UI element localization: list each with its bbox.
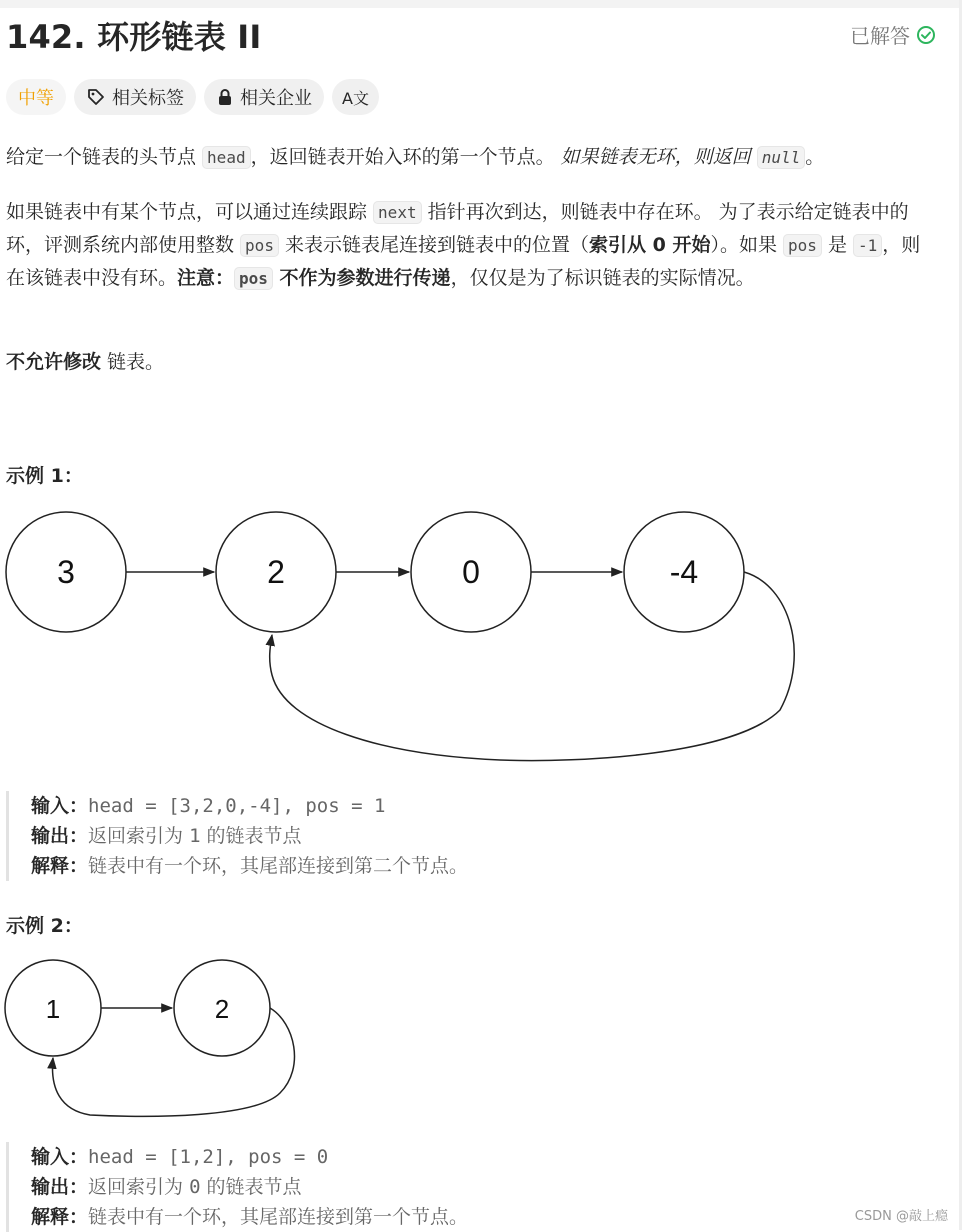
problem-title: 142. 环形链表 II (6, 18, 262, 56)
text: 给定一个链表的头节点 (6, 146, 203, 168)
code-head: head (202, 146, 251, 169)
text: ）。如果 (710, 234, 783, 256)
bold-text: 不允许修改 (6, 351, 102, 373)
text: 指针再次到达，则链表中存在环。 为了表示给定链表中的环，评测系统内部使用整数 (6, 201, 909, 256)
tag-bar (6, 79, 379, 115)
text: 如果链表中有某个节点，可以通过连续跟踪 (6, 201, 374, 223)
input-label: 输入： (31, 1146, 89, 1168)
code-null: null (757, 146, 806, 169)
text: 。 (805, 146, 825, 168)
input-value: head = [1,2], pos = 0 (88, 1146, 329, 1168)
list-node (5, 960, 101, 1056)
explain-value: 链表中有一个环，其尾部连接到第二个节点。 (88, 855, 469, 877)
text: 链表。 (101, 351, 165, 373)
input-line (31, 1142, 468, 1172)
solved-status (850, 20, 936, 49)
output-label: 输出： (31, 1176, 89, 1198)
code-neg-one: -1 (853, 234, 882, 257)
tag-icon (86, 87, 106, 107)
text: ，返回链表开始入环的第一个节点。 (250, 146, 555, 168)
related-topics-button[interactable] (74, 79, 196, 115)
translate-icon: A文 (342, 88, 369, 108)
input-value: head = [3,2,0,-4], pos = 1 (88, 795, 386, 817)
list-node (411, 512, 531, 632)
example-2-title: 示例 2： (6, 915, 83, 937)
example-1-io (6, 791, 468, 881)
input-line (31, 791, 468, 821)
check-circle-icon (916, 25, 936, 45)
explain-line (31, 1202, 468, 1232)
output-label: 输出： (31, 825, 89, 847)
node-value: 3 (57, 554, 75, 590)
example-1-title: 示例 1： (6, 465, 83, 487)
text: ，则在该链表中没有环。 (6, 234, 921, 289)
related-companies-label: 相关企业 (240, 88, 312, 109)
difficulty-label: 中等 (18, 88, 54, 109)
note-label: 注意： (177, 267, 235, 289)
description-paragraph-3 (6, 346, 936, 378)
bold-text: 索引从 0 开始 (589, 234, 711, 256)
code-pos: pos (783, 234, 822, 257)
description-paragraph-2 (6, 196, 936, 295)
top-strip (0, 0, 962, 8)
related-companies-button[interactable] (204, 79, 324, 115)
text: 来表示链表尾连接到链表中的位置（ (278, 234, 589, 256)
output-line (31, 821, 468, 851)
code-pos: pos (240, 234, 279, 257)
explain-label: 解释： (31, 1206, 89, 1228)
node-value: 1 (45, 994, 61, 1024)
node-value: -4 (669, 554, 699, 590)
difficulty-badge[interactable] (6, 79, 66, 115)
list-node (624, 512, 744, 632)
output-text: 的链表节点 (200, 1176, 302, 1198)
node-value: 2 (214, 994, 230, 1024)
text: ，仅仅是为了标识链表的实际情况。 (450, 267, 755, 289)
output-text: 返回索引为 (88, 1176, 190, 1198)
lock-icon (216, 88, 234, 106)
watermark: CSDN @敲上瘾 (854, 1209, 948, 1224)
solved-label: 已解答 (850, 24, 910, 48)
explain-line (31, 851, 468, 881)
example-1-diagram (0, 505, 820, 770)
example-2-io (6, 1142, 468, 1232)
explain-label: 解释： (31, 855, 89, 877)
list-node (6, 512, 126, 632)
list-node (174, 960, 270, 1056)
output-text: 的链表节点 (200, 825, 302, 847)
output-line (31, 1172, 468, 1202)
bold-text: 不作为参数进行传递 (272, 267, 451, 289)
code-pos: pos (234, 267, 273, 290)
description-paragraph-1 (6, 141, 936, 174)
code-next: next (373, 201, 422, 224)
example-2-diagram (0, 958, 320, 1123)
list-node (216, 512, 336, 632)
related-topics-label: 相关标签 (112, 88, 184, 109)
translate-button[interactable] (332, 79, 379, 115)
node-value: 0 (462, 554, 480, 590)
output-code: 1 (189, 825, 201, 847)
node-value: 2 (267, 554, 285, 590)
output-code: 0 (189, 1176, 201, 1198)
explain-value: 链表中有一个环，其尾部连接到第一个节点。 (88, 1206, 469, 1228)
italic-text: 如果链表无环，则返回 (560, 146, 757, 168)
output-text: 返回索引为 (88, 825, 190, 847)
input-label: 输入： (31, 795, 89, 817)
text: 是 (821, 234, 853, 256)
